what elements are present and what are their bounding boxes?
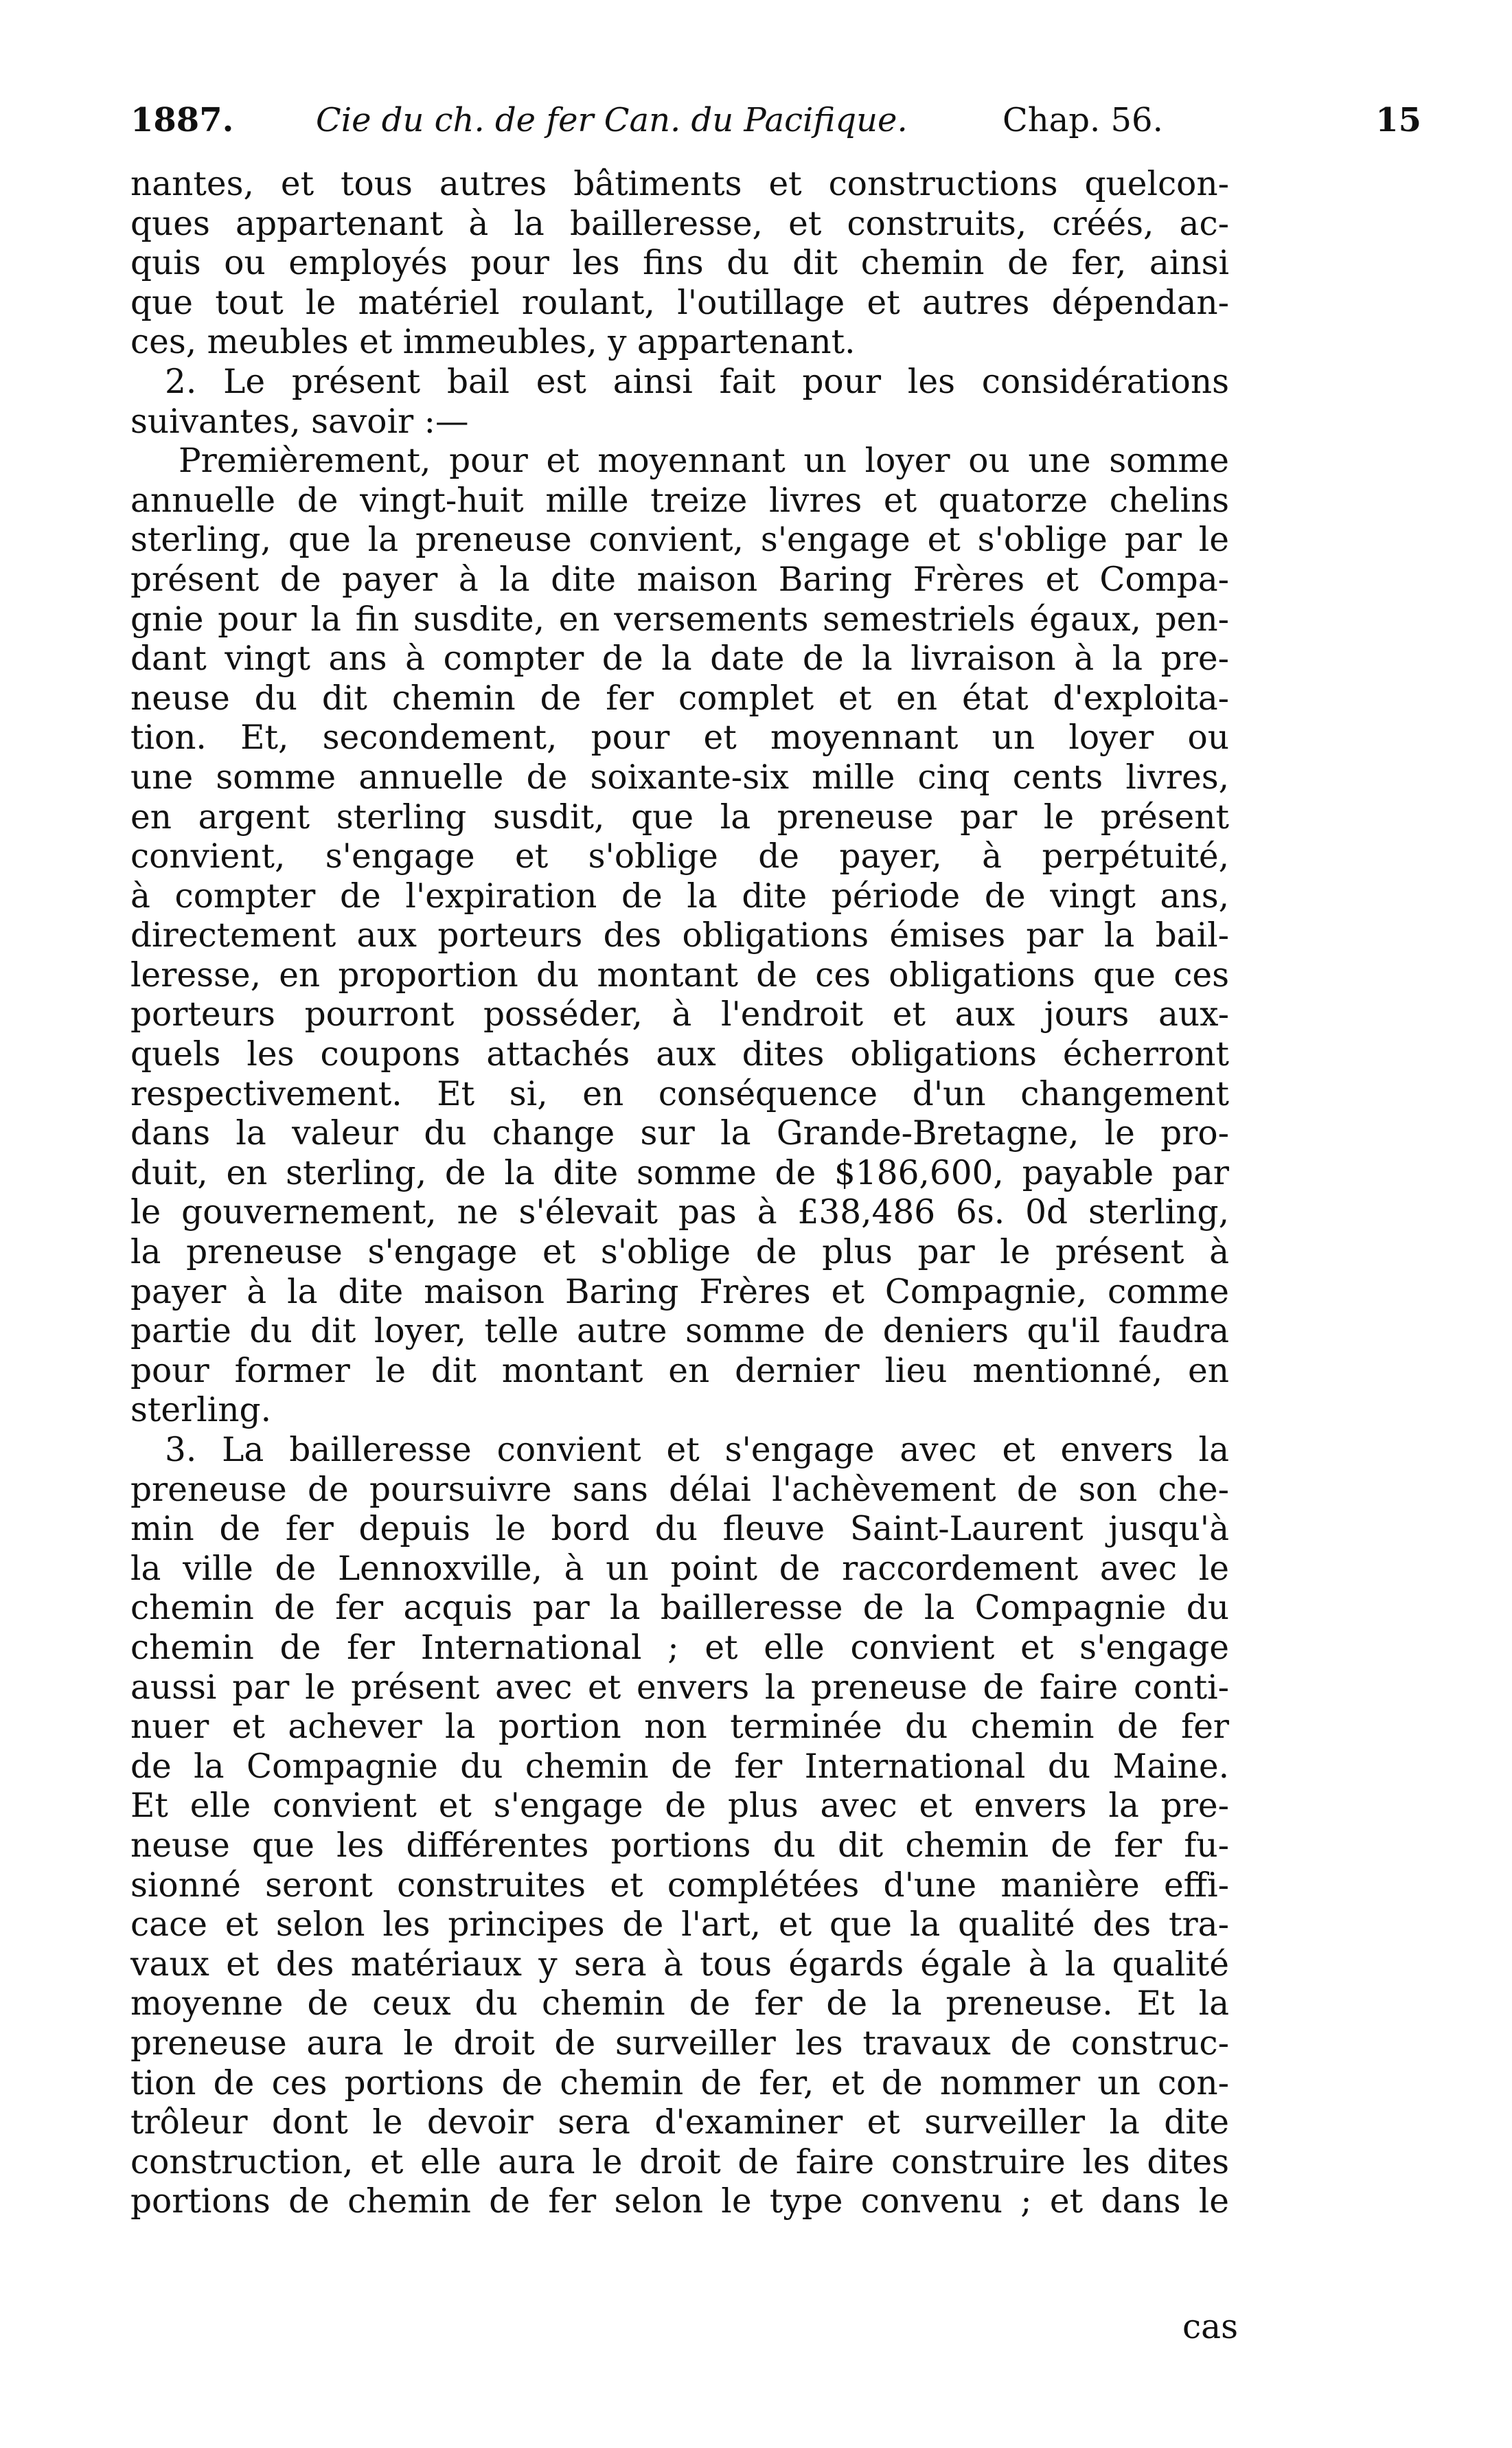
text-line: 3. La bailleresse convient et s'engage avec et envers la xyxy=(165,1431,1229,1469)
text-line: aussi par le présent avec et envers la preneuse de faire conti- xyxy=(130,1668,1229,1707)
text-line: preneuse de poursuivre sans délai l'achèvement de son che- xyxy=(130,1470,1229,1509)
text-line: leresse, en proportion du montant de ces obligations que ces xyxy=(130,955,1229,995)
text-line: Et elle convient et s'engage de plus avec et envers la pre- xyxy=(130,1787,1229,1826)
text-line: trôleur dont le devoir sera d'examiner et surveiller la dite xyxy=(130,2103,1229,2142)
text-line: que tout le matériel roulant, l'outillage et autres dépendan- xyxy=(130,283,1229,322)
text-line: quis ou employés pour les fins du dit chemin de fer, ainsi xyxy=(130,244,1229,283)
text-line: chemin de fer acquis par la bailleresse de la Compagnie du xyxy=(130,1589,1229,1628)
text-line: payer à la dite maison Baring Frères et Compagnie, comme xyxy=(130,1272,1229,1311)
text-line: portions de chemin de fer selon le type convenu ; et dans le xyxy=(130,2182,1229,2221)
text-line: min de fer depuis le bord du fleuve Saint-Laurent jusqu'à xyxy=(130,1510,1229,1549)
running-header xyxy=(130,96,1421,144)
text-line: la ville de Lennoxville, à un point de raccordement avec le xyxy=(130,1549,1229,1588)
text-line: ces, meubles et immeubles, y appartenant. xyxy=(130,323,856,362)
header-title: Cie du ch. de fer Can. du Pacifique. xyxy=(316,101,908,139)
text-line: présent de payer à la dite maison Baring Frères et Compa- xyxy=(130,560,1229,599)
text-line: partie du dit loyer, telle autre somme de deniers qu'il faudra xyxy=(130,1312,1229,1351)
text-line: preneuse aura le droit de surveiller les travaux de construc- xyxy=(130,2024,1229,2063)
text-line: annuelle de vingt-huit mille treize livres et quatorze chelins xyxy=(130,481,1229,520)
text-line: porteurs pourront posséder, à l'endroit et aux jours aux- xyxy=(130,995,1229,1034)
text-line: ques appartenant à la bailleresse, et construits, créés, ac- xyxy=(130,204,1229,243)
header-year: 1887. xyxy=(130,101,234,139)
text-line: nuer et achever la portion non terminée du chemin de fer xyxy=(130,1708,1229,1747)
text-line: suivantes, savoir :— xyxy=(130,402,469,441)
text-line: neuse du dit chemin de fer complet et en état d'exploita- xyxy=(130,679,1229,718)
text-line: tion de ces portions de chemin de fer, et de nommer un con- xyxy=(130,2063,1229,2103)
text-line: neuse que les différentes portions du dit chemin de fer fu- xyxy=(130,1826,1229,1865)
text-line: en argent sterling susdit, que la preneuse par le présent xyxy=(130,797,1229,837)
text-line: chemin de fer International ; et elle convient et s'engage xyxy=(130,1628,1229,1667)
text-line: duit, en sterling, de la dite somme de $186,600, payable par xyxy=(130,1153,1229,1192)
text-line: pour former le dit montant en dernier lieu mentionné, en xyxy=(130,1351,1229,1390)
text-line: convient, s'engage et s'oblige de payer, à perpétuité, xyxy=(130,837,1229,876)
page-number: 15 xyxy=(1375,101,1421,139)
text-line: construction, et elle aura le droit de faire construire les dites xyxy=(130,2142,1229,2181)
text-line: sterling. xyxy=(130,1391,271,1430)
text-line: une somme annuelle de soixante-six mille cinq cents livres, xyxy=(130,758,1229,797)
text-line: gnie pour la fin susdite, en versements semestriels égaux, pen- xyxy=(130,600,1229,639)
text-line: à compter de l'expiration de la dite période de vingt ans, xyxy=(130,876,1229,916)
text-line: dant vingt ans à compter de la date de la livraison à la pre- xyxy=(130,639,1229,679)
text-line: tion. Et, secondement, pour et moyennant un loyer ou xyxy=(130,718,1229,758)
text-line: la preneuse s'engage et s'oblige de plus par le présent à xyxy=(130,1233,1229,1272)
text-line: respectivement. Et si, en conséquence d'un changement xyxy=(130,1074,1229,1113)
text-line: de la Compagnie du chemin de fer International du Maine. xyxy=(130,1747,1229,1786)
text-line: cace et selon les principes de l'art, et que la qualité des tra- xyxy=(130,1905,1229,1945)
text-line: le gouvernement, ne s'élevait pas à £38,486 6s. 0d sterling, xyxy=(130,1193,1229,1232)
text-line: quels les coupons attachés aux dites obligations écherront xyxy=(130,1035,1229,1074)
text-line: directement aux porteurs des obligations émises par la bail- xyxy=(130,916,1229,955)
text-line: vaux et des matériaux y sera à tous égards égale à la qualité xyxy=(130,1945,1229,1984)
text-line: Premièrement, pour et moyennant un loyer ou une somme xyxy=(179,442,1229,481)
text-line: dans la valeur du change sur la Grande-Bretagne, le pro- xyxy=(130,1114,1229,1153)
text-line: sterling, que la preneuse convient, s'engage et s'oblige par le xyxy=(130,521,1229,560)
text-line: 2. Le présent bail est ainsi fait pour les considérations xyxy=(165,362,1229,401)
text-line: sionné seront construites et complétées d'une manière effi- xyxy=(130,1866,1229,1905)
body-text xyxy=(130,165,1229,2222)
catchword: cas xyxy=(1182,2308,1238,2346)
header-chapter: Chap. 56. xyxy=(1003,101,1163,139)
text-line: moyenne de ceux du chemin de fer de la preneuse. Et la xyxy=(130,1984,1229,2024)
text-line: nantes, et tous autres bâtiments et constructions quelcon- xyxy=(130,165,1229,203)
